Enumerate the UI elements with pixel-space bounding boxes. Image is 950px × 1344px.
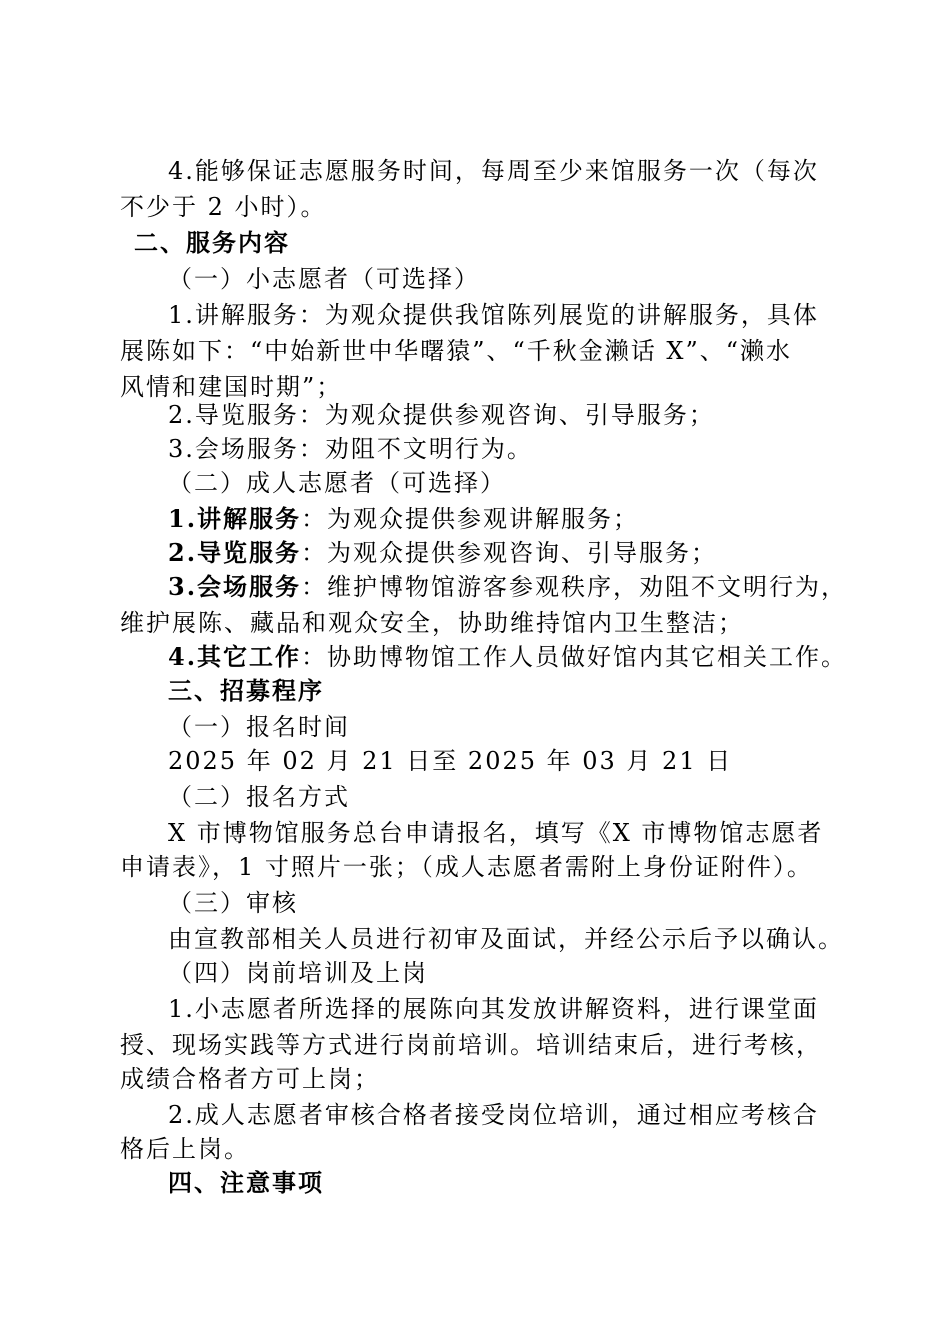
paragraph-line: 由宣教部相关人员进行初审及面试，并经公示后予以确认。 <box>168 925 844 953</box>
section-heading: 四、注意事项 <box>168 1169 324 1197</box>
list-item <box>168 502 888 536</box>
paragraph-line: 申请表》，1 寸照片一张；（成人志愿者需附上身份证附件）。 <box>120 853 813 881</box>
item-text: ：为观众提供参观讲解服务； <box>301 505 640 533</box>
item-text: ：维护博物馆游客参观秩序，劝阻不文明行为， <box>301 573 848 601</box>
item-label: 4.其它工作 <box>168 642 302 671</box>
paragraph-line: 2.导览服务：为观众提供参观咨询、引导服务； <box>168 401 715 429</box>
item-label: 1.讲解服务 <box>168 504 302 533</box>
list-item <box>168 640 888 674</box>
list-item <box>168 570 888 604</box>
subsection-heading: （四）岗前培训及上岗 <box>168 959 428 987</box>
section-heading: 二、服务内容 <box>134 229 290 257</box>
paragraph-line: 1.讲解服务：为观众提供我馆陈列展览的讲解服务，具体 <box>168 301 819 329</box>
paragraph-line: 不少于 2 小时）。 <box>120 193 327 221</box>
subsection-heading: （二）报名方式 <box>168 783 350 811</box>
subsection-heading: （二）成人志愿者（可选择） <box>168 469 506 497</box>
paragraph-line: 成绩合格者方可上岗； <box>120 1065 380 1093</box>
paragraph-line: 1.小志愿者所选择的展陈向其发放讲解资料，进行课堂面 <box>168 995 819 1023</box>
paragraph-line: 2.成人志愿者审核合格者接受岗位培训，通过相应考核合 <box>168 1101 819 1129</box>
subsection-heading: （一）小志愿者（可选择） <box>168 265 480 293</box>
item-text: ：协助博物馆工作人员做好馆内其它相关工作。 <box>301 643 848 671</box>
section-heading: 三、招募程序 <box>168 677 324 705</box>
item-label: 2.导览服务 <box>168 538 302 567</box>
list-item <box>168 536 888 570</box>
paragraph-line: 维护展陈、藏品和观众安全，协助维持馆内卫生整洁； <box>120 609 744 637</box>
paragraph-line: 授、现场实践等方式进行岗前培训。培训结束后，进行考核， <box>120 1031 822 1059</box>
paragraph-line: 格后上岗。 <box>120 1135 250 1163</box>
paragraph-line: 风情和建国时期”； <box>120 373 343 401</box>
paragraph-line: 2025 年 02 月 21 日至 2025 年 03 月 21 日 <box>168 747 733 775</box>
subsection-heading: （三）审核 <box>168 889 298 917</box>
item-text: ：为观众提供参观咨询、引导服务； <box>301 539 718 567</box>
paragraph-line: 4.能够保证志愿服务时间，每周至少来馆服务一次（每次 <box>168 157 819 185</box>
paragraph-line: X 市博物馆服务总台申请报名，填写《X 市博物馆志愿者 <box>168 819 824 847</box>
item-label: 3.会场服务 <box>168 572 302 601</box>
subsection-heading: （一）报名时间 <box>168 713 350 741</box>
paragraph-line: 3.会场服务：劝阻不文明行为。 <box>168 435 533 463</box>
paragraph-line: 展陈如下：“中始新世中华曙猿”、“千秋金濑话 X”、“濑水 <box>120 337 793 365</box>
